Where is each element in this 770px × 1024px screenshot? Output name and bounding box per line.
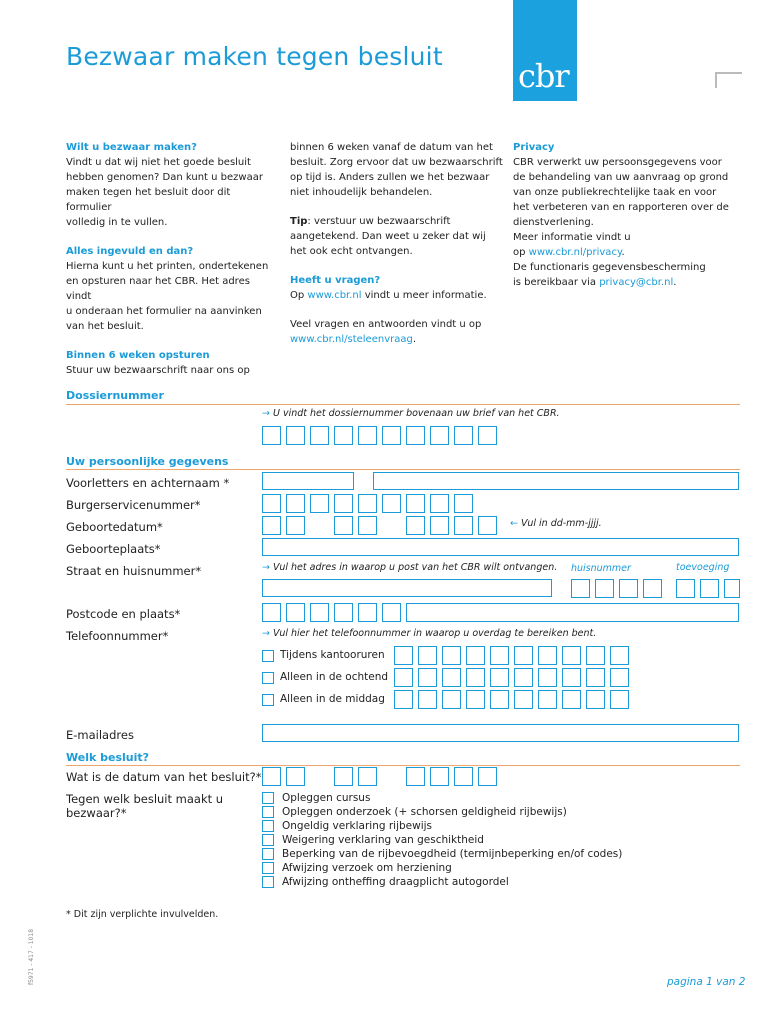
- phone-option-label: Alleen in de ochtend: [280, 671, 389, 683]
- period: .: [621, 247, 625, 258]
- name-label: Voorletters en achternaam *: [66, 476, 230, 490]
- intro-line: het ook echt ontvangen.: [290, 246, 413, 257]
- steleenvraag-link[interactable]: www.cbr.nl/steleenvraag: [290, 334, 413, 345]
- phone-digit-box[interactable]: [514, 646, 533, 665]
- phone-digit-box[interactable]: [418, 690, 437, 709]
- decision-year-box[interactable]: [406, 767, 425, 786]
- decision-option-label: Afwijzing verzoek om herziening: [282, 862, 452, 874]
- house-number-box[interactable]: [595, 579, 614, 598]
- bsn-digit-box[interactable]: [334, 494, 353, 513]
- phone-digit-box[interactable]: [418, 668, 437, 687]
- phone-digit-box[interactable]: [586, 646, 605, 665]
- phone-digit-box[interactable]: [610, 668, 629, 687]
- dossier-digit-box[interactable]: [454, 426, 473, 445]
- phone-label: Telefoonnummer*: [66, 629, 169, 643]
- phone-digit-box[interactable]: [394, 646, 413, 665]
- decision-option-checkbox[interactable]: [262, 848, 274, 860]
- postcode-box[interactable]: [382, 603, 401, 622]
- postcode-box[interactable]: [334, 603, 353, 622]
- intro-line: Veel vragen en antwoorden vindt u op: [290, 319, 482, 330]
- decision-heading: Welk besluit?: [66, 751, 150, 764]
- phone-digit-box[interactable]: [562, 646, 581, 665]
- intro-line: aangetekend. Dan weet u zeker dat wij: [290, 231, 486, 242]
- decision-option-checkbox[interactable]: [262, 834, 274, 846]
- street-hint: [262, 562, 557, 573]
- pob-label: Geboorteplaats*: [66, 542, 161, 556]
- dossier-hint-text: U vindt het dossiernummer bovenaan uw brief van het CBR.: [273, 408, 560, 419]
- phone-digit-box[interactable]: [418, 646, 437, 665]
- decision-option-label: Ongeldig verklaring rijbewijs: [282, 820, 433, 832]
- intro-column-2: [290, 140, 505, 347]
- decision-year-box[interactable]: [430, 767, 449, 786]
- phone-digit-box[interactable]: [442, 690, 461, 709]
- dossier-heading: Dossiernummer: [66, 389, 164, 402]
- corner-mark: [715, 72, 742, 88]
- cbr-link[interactable]: www.cbr.nl: [307, 290, 362, 301]
- period: .: [673, 277, 677, 288]
- intro-heading: Privacy: [513, 142, 555, 153]
- intro-line: [290, 288, 505, 303]
- intro-column-3: [513, 140, 743, 290]
- tip-line: [290, 214, 505, 229]
- intro-line: [513, 245, 743, 260]
- privacy-email-link[interactable]: privacy@cbr.nl: [599, 277, 674, 288]
- decision-month-box[interactable]: [358, 767, 377, 786]
- intro-heading: Wilt u bezwaar maken?: [66, 142, 197, 153]
- bsn-digit-box[interactable]: [262, 494, 281, 513]
- bsn-digit-box[interactable]: [406, 494, 425, 513]
- decision-option-checkbox[interactable]: [262, 876, 274, 888]
- dob-day-box[interactable]: [262, 516, 281, 535]
- intro-line: van onze publiekrechtelijke taak en voor: [513, 187, 717, 198]
- dob-year-box[interactable]: [478, 516, 497, 535]
- privacy-link[interactable]: www.cbr.nl/privacy: [528, 247, 622, 258]
- house-number-box[interactable]: [619, 579, 638, 598]
- dob-hint-text: Vul in dd-mm-jjjj.: [521, 518, 602, 529]
- phone-digit-box[interactable]: [514, 668, 533, 687]
- tip-label: Tip: [290, 216, 308, 227]
- intro-line: en opsturen naar het CBR. Het adres vindt: [66, 276, 250, 302]
- phone-digit-box[interactable]: [394, 668, 413, 687]
- phone-digit-box[interactable]: [538, 690, 557, 709]
- street-label: Straat en huisnummer*: [66, 564, 202, 578]
- toevoeging-label: toevoeging: [676, 562, 730, 573]
- phone-office-hours-checkbox[interactable]: [262, 650, 274, 662]
- intro-line: binnen 6 weken vanaf de datum van het: [290, 142, 493, 153]
- dossier-digit-box[interactable]: [334, 426, 353, 445]
- phone-digit-box[interactable]: [538, 646, 557, 665]
- decision-option-label: Opleggen onderzoek (+ schorsen geldigheid rijbewijs): [282, 806, 567, 818]
- phone-digit-box[interactable]: [586, 690, 605, 709]
- intro-heading: Heeft u vragen?: [290, 275, 381, 286]
- intro-line: van het besluit.: [66, 321, 144, 332]
- dob-label: Geboortedatum*: [66, 520, 163, 534]
- phone-digit-box[interactable]: [538, 668, 557, 687]
- addition-box[interactable]: [724, 579, 740, 598]
- decision-year-box[interactable]: [478, 767, 497, 786]
- cbr-logo: [513, 0, 577, 101]
- dossier-digit-box[interactable]: [286, 426, 305, 445]
- street-field[interactable]: [262, 579, 552, 597]
- decision-date-label: Wat is de datum van het besluit?*: [66, 770, 262, 784]
- postcode-box[interactable]: [358, 603, 377, 622]
- dossier-hint: [262, 408, 560, 419]
- postcode-box[interactable]: [310, 603, 329, 622]
- intro-line: maken tegen het besluit door dit formulier: [66, 187, 231, 213]
- phone-digit-box[interactable]: [610, 690, 629, 709]
- intro-line: het verbeteren van en rapporteren over de: [513, 202, 729, 213]
- intro-line: hebben genomen? Dan kunt u bezwaar: [66, 172, 263, 183]
- decision-option-checkbox[interactable]: [262, 820, 274, 832]
- section-rule: [66, 765, 740, 766]
- addition-box[interactable]: [700, 579, 719, 598]
- personal-heading: Uw persoonlijke gegevens: [66, 455, 229, 468]
- email-label: E-mailadres: [66, 728, 134, 742]
- bsn-digit-box[interactable]: [310, 494, 329, 513]
- phone-hint: [262, 628, 596, 639]
- decision-month-box[interactable]: [334, 767, 353, 786]
- phone-digit-box[interactable]: [442, 668, 461, 687]
- phone-digit-box[interactable]: [490, 668, 509, 687]
- intro-line: De functionaris gegevensbescherming: [513, 262, 706, 273]
- intro-line: de behandeling van uw aanvraag op grond: [513, 172, 729, 183]
- house-number-box[interactable]: [643, 579, 662, 598]
- dossier-digit-box[interactable]: [358, 426, 377, 445]
- phone-digit-box[interactable]: [514, 690, 533, 709]
- dob-day-box[interactable]: [286, 516, 305, 535]
- decision-option-label: Weigering verklaring van geschiktheid: [282, 834, 484, 846]
- postcode-label: Postcode en plaats*: [66, 607, 181, 621]
- intro-line: u onderaan het formulier na aanvinken: [66, 306, 262, 317]
- decision-option-label: Beperking van de rijbevoegdheid (termijnbeperking en/of codes): [282, 848, 623, 860]
- bsn-digit-box[interactable]: [430, 494, 449, 513]
- decision-option-checkbox[interactable]: [262, 862, 274, 874]
- phone-digit-box[interactable]: [562, 668, 581, 687]
- dossier-digit-box[interactable]: [382, 426, 401, 445]
- intro-line: dienstverlening.: [513, 217, 594, 228]
- postcode-box[interactable]: [286, 603, 305, 622]
- intro-line: Stuur uw bezwaarschrift naar ons op: [66, 365, 250, 376]
- intro-line: Hierna kunt u het printen, ondertekenen: [66, 261, 269, 272]
- arrow-right-icon: →: [262, 408, 270, 419]
- bsn-digit-box[interactable]: [286, 494, 305, 513]
- dob-year-box[interactable]: [454, 516, 473, 535]
- section-rule: [66, 469, 740, 470]
- bsn-digit-box[interactable]: [358, 494, 377, 513]
- phone-digit-box[interactable]: [466, 668, 485, 687]
- decision-option-checkbox[interactable]: [262, 806, 274, 818]
- phone-digit-box[interactable]: [442, 646, 461, 665]
- decision-option-label: Opleggen cursus: [282, 792, 371, 804]
- house-number-box[interactable]: [571, 579, 590, 598]
- intro-line: Vindt u dat wij niet het goede besluit: [66, 157, 251, 168]
- bsn-digit-box[interactable]: [382, 494, 401, 513]
- decision-option-label: Afwijzing ontheffing draagplicht autogordel: [282, 876, 509, 888]
- decision-year-box[interactable]: [454, 767, 473, 786]
- huisnummer-label: huisnummer: [571, 563, 631, 574]
- postcode-box[interactable]: [262, 603, 281, 622]
- email-field[interactable]: [262, 724, 739, 742]
- decision-day-box[interactable]: [286, 767, 305, 786]
- intro-line: [513, 275, 743, 290]
- bsn-label: Burgerservicenummer*: [66, 498, 201, 512]
- dossier-digit-box[interactable]: [310, 426, 329, 445]
- required-footnote: * Dit zijn verplichte invulvelden.: [66, 909, 219, 920]
- page-number: pagina 1 van 2: [667, 976, 746, 988]
- document-code: f5971 - 417 - 1018: [28, 928, 35, 985]
- phone-digit-box[interactable]: [586, 668, 605, 687]
- phone-digit-box[interactable]: [466, 690, 485, 709]
- dossier-digit-box[interactable]: [406, 426, 425, 445]
- street-hint-text: Vul het adres in waarop u post van het CBR wilt ontvangen.: [273, 562, 558, 573]
- phone-digit-box[interactable]: [490, 690, 509, 709]
- phone-digit-box[interactable]: [490, 646, 509, 665]
- arrow-left-icon: ←: [510, 518, 518, 529]
- phone-digit-box[interactable]: [610, 646, 629, 665]
- dob-month-box[interactable]: [358, 516, 377, 535]
- intro-heading: Binnen 6 weken opsturen: [66, 350, 210, 361]
- intro-line: [290, 332, 505, 347]
- p3pre: is bereikbaar via: [513, 277, 600, 288]
- dob-month-box[interactable]: [334, 516, 353, 535]
- intro-line: niet inhoudelijk behandelen.: [290, 187, 433, 198]
- phone-option-label: Tijdens kantooruren: [280, 649, 385, 661]
- decision-option-checkbox[interactable]: [262, 792, 274, 804]
- arrow-right-icon: →: [262, 628, 270, 639]
- phone-digit-box[interactable]: [466, 646, 485, 665]
- dob-year-box[interactable]: [430, 516, 449, 535]
- intro-line: volledig in te vullen.: [66, 217, 168, 228]
- phone-digit-box[interactable]: [562, 690, 581, 709]
- intro-line: CBR verwerkt uw persoonsgegevens voor: [513, 157, 722, 168]
- dossier-digit-box[interactable]: [430, 426, 449, 445]
- dob-hint: [510, 518, 602, 529]
- page-title: Bezwaar maken tegen besluit: [66, 42, 443, 71]
- decision-type-label-2: bezwaar?*: [66, 806, 127, 820]
- phone-digit-box[interactable]: [394, 690, 413, 709]
- op: op: [513, 247, 529, 258]
- phone-afternoon-checkbox[interactable]: [262, 694, 274, 706]
- arrow-right-icon: →: [262, 562, 270, 573]
- phone-morning-checkbox[interactable]: [262, 672, 274, 684]
- phone-hint-text: Vul hier het telefoonnummer in waarop u overdag te bereiken bent.: [273, 628, 597, 639]
- tip-text: : verstuur uw bezwaarschrift: [307, 216, 451, 227]
- pob-field[interactable]: [262, 538, 739, 556]
- dob-year-box[interactable]: [406, 516, 425, 535]
- intro-line: besluit. Zorg ervoor dat uw bezwaarschrift: [290, 157, 503, 168]
- intro-line: op tijd is. Anders zullen we het bezwaar: [290, 172, 490, 183]
- dossier-digit-box[interactable]: [478, 426, 497, 445]
- addition-box[interactable]: [676, 579, 695, 598]
- initials-field[interactable]: [262, 472, 354, 490]
- intro-line: Meer informatie vindt u: [513, 232, 631, 243]
- q-post: vindt u meer informatie.: [361, 290, 487, 301]
- dossier-digit-box[interactable]: [262, 426, 281, 445]
- period: .: [412, 334, 417, 345]
- logo-text: cbr: [518, 57, 569, 95]
- surname-field[interactable]: [373, 472, 739, 490]
- decision-type-label-1: Tegen welk besluit maakt u: [66, 792, 224, 806]
- q-pre: Op: [290, 290, 308, 301]
- intro-column-1: [66, 140, 276, 378]
- bsn-digit-box[interactable]: [454, 494, 473, 513]
- intro-heading: Alles ingevuld en dan?: [66, 246, 194, 257]
- city-field[interactable]: [406, 603, 739, 622]
- decision-day-box[interactable]: [262, 767, 281, 786]
- section-rule: [66, 404, 740, 405]
- phone-option-label: Alleen in de middag: [280, 693, 385, 705]
